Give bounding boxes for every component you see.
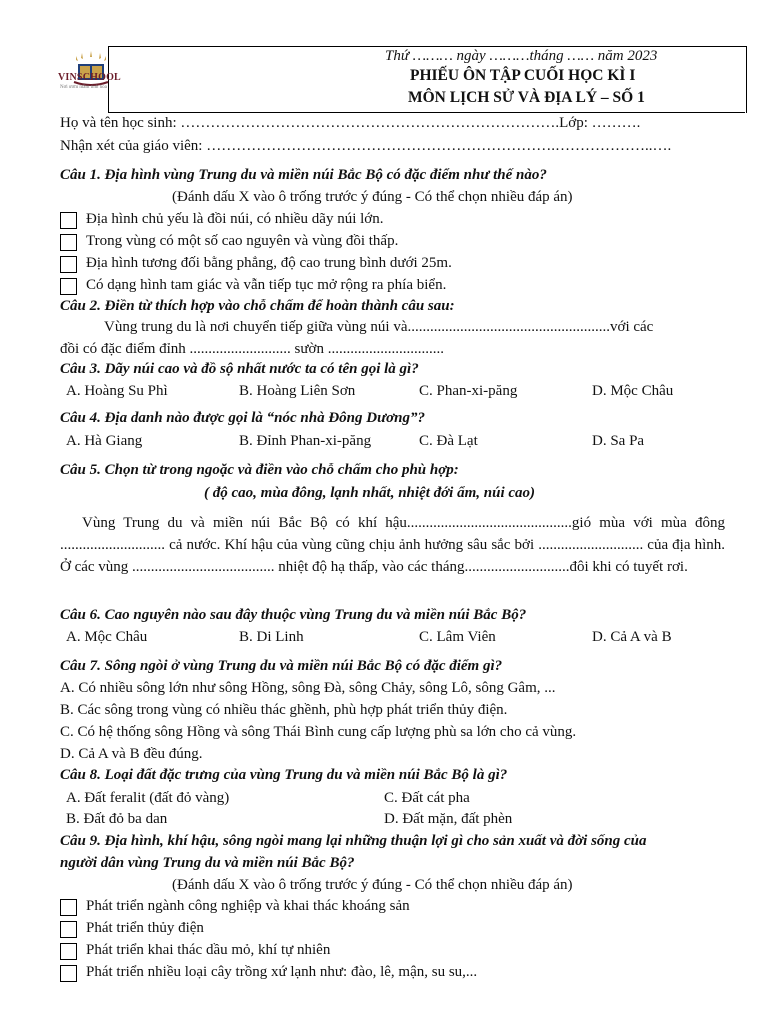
question-1: Câu 1. Địa hình vùng Trung du và miền núi Bắc Bộ có đặc điểm như thế nào? bbox=[60, 167, 547, 183]
q6-answer-c[interactable]: C. Lâm Viên bbox=[419, 629, 496, 645]
q1-checkbox-2[interactable] bbox=[60, 234, 77, 251]
question-6: Câu 6. Cao nguyên nào sau đây thuộc vùng Trung du và miền núi Bắc Bộ? bbox=[60, 607, 527, 623]
q7-answer-c[interactable]: C. Có hệ thống sông Hồng và sông Thái Bình cung cấp lượng phù sa lớn cho cả vùng. bbox=[60, 724, 577, 740]
q9-option-4: Phát triển nhiều loại cây trồng xứ lạnh như: đào, lê, mận, su su,... bbox=[86, 964, 478, 980]
school-logo-icon bbox=[58, 38, 124, 102]
q6-answer-a[interactable]: A. Mộc Châu bbox=[66, 629, 148, 645]
q4-answer-c[interactable]: C. Đà Lạt bbox=[419, 433, 478, 449]
question-9-continued: người dân vùng Trung du và miền núi Bắc Bộ? bbox=[60, 855, 355, 871]
worksheet-title: PHIẾU ÔN TẬP CUỐI HỌC KÌ I bbox=[410, 67, 636, 84]
q4-answer-a[interactable]: A. Hà Giang bbox=[66, 433, 143, 449]
q3-answer-b[interactable]: B. Hoàng Liên Sơn bbox=[239, 383, 356, 399]
q3-answer-d[interactable]: D. Mộc Châu bbox=[592, 383, 674, 399]
q2-fill-line-1[interactable]: Vùng trung du là nơi chuyển tiếp giữa vùng núi và......................................................với các bbox=[104, 319, 654, 335]
question-4: Câu 4. Địa danh nào được gọi là “nóc nhà Đông Dương”? bbox=[60, 410, 425, 426]
q1-option-3: Địa hình tương đối bằng phẳng, độ cao trung bình dưới 25m. bbox=[86, 255, 452, 271]
school-tagline: Nơi ươm mầm tinh hoa bbox=[60, 85, 107, 90]
q9-option-3: Phát triển khai thác dầu mỏ, khí tự nhiên bbox=[86, 942, 331, 958]
q4-answer-d[interactable]: D. Sa Pa bbox=[592, 433, 645, 449]
q1-checkbox-3[interactable] bbox=[60, 256, 77, 273]
q1-option-1: Địa hình chủ yếu là đồi núi, có nhiều dãy núi lớn. bbox=[86, 211, 384, 227]
date-line: Thứ ……… ngày ………tháng …… năm 2023 bbox=[385, 48, 658, 64]
question-5: Câu 5. Chọn từ trong ngoặc và điền vào chỗ chấm cho phù hợp: bbox=[60, 462, 459, 478]
question-2: Câu 2. Điền từ thích hợp vào chỗ chấm để hoàn thành câu sau: bbox=[60, 298, 455, 314]
q1-checkbox-4[interactable] bbox=[60, 278, 77, 295]
q6-answer-b[interactable]: B. Di Linh bbox=[239, 629, 304, 645]
q9-checkbox-4[interactable] bbox=[60, 965, 77, 982]
q9-checkbox-3[interactable] bbox=[60, 943, 77, 960]
question-1-instruction: (Đánh dấu X vào ô trống trước ý đúng - Có thể chọn nhiều đáp án) bbox=[172, 189, 573, 205]
header-divider bbox=[108, 112, 745, 113]
q9-option-1: Phát triển ngành công nghiệp và khai thác khoáng sản bbox=[86, 898, 410, 914]
q2-fill-line-2[interactable]: đồi có đặc điểm đỉnh ........................... sườn ............................... bbox=[60, 341, 444, 357]
q1-option-2: Trong vùng có một số cao nguyên và vùng đồi thấp. bbox=[86, 233, 399, 249]
q8-answer-c[interactable]: C. Đất cát pha bbox=[384, 790, 470, 806]
q9-checkbox-1[interactable] bbox=[60, 899, 77, 916]
question-9-instruction: (Đánh dấu X vào ô trống trước ý đúng - Có thể chọn nhiều đáp án) bbox=[172, 877, 573, 893]
q1-option-4: Có dạng hình tam giác và vẫn tiếp tục mở rộng ra phía biển. bbox=[86, 277, 447, 293]
question-8: Câu 8. Loại đất đặc trưng của vùng Trung du và miền núi Bắc Bộ là gì? bbox=[60, 767, 508, 783]
q9-option-2: Phát triển thủy điện bbox=[86, 920, 204, 936]
q5-fill-paragraph[interactable]: Vùng Trung du và miền núi Bắc Bộ có khí hậu............................................gió mùa với mùa đông ............................ cả nước. Khí hậu của vùng cũng chịu ảnh hưởng sâu sắc bởi ............................ của địa hình. Ở các vùng ...................................... nhiệt độ hạ thấp, vào các tháng............................đôi khi có tuyết rơi. bbox=[60, 515, 725, 575]
question-9: Câu 9. Địa hình, khí hậu, sông ngòi mang lại những thuận lợi gì cho sản xuất và đời sống của bbox=[60, 833, 647, 849]
q9-checkbox-2[interactable] bbox=[60, 921, 77, 938]
question-7: Câu 7. Sông ngòi ở vùng Trung du và miền núi Bắc Bộ có đặc điểm gì? bbox=[60, 658, 503, 674]
q7-answer-d[interactable]: D. Cả A và B đều đúng. bbox=[60, 746, 203, 762]
q7-answer-b[interactable]: B. Các sông trong vùng có nhiều thác ghềnh, phù hợp phát triển thủy điện. bbox=[60, 702, 508, 718]
q4-answer-b[interactable]: B. Đỉnh Phan-xi-păng bbox=[239, 433, 372, 449]
q3-answer-c[interactable]: C. Phan-xi-păng bbox=[419, 383, 518, 399]
q3-answer-a[interactable]: A. Hoàng Su Phì bbox=[66, 383, 168, 399]
school-logo-text: VINSCHOOL bbox=[58, 72, 121, 83]
student-name-line: Họ và tên học sinh: ………………………………………………………………….Lớp: ………. bbox=[60, 115, 641, 131]
question-3: Câu 3. Dãy núi cao và đồ sộ nhất nước ta có tên gọi là gì? bbox=[60, 361, 419, 377]
q8-answer-a[interactable]: A. Đất feralit (đất đỏ vàng) bbox=[66, 790, 230, 806]
q6-answer-d[interactable]: D. Cả A và B bbox=[592, 629, 672, 645]
q7-answer-a[interactable]: A. Có nhiều sông lớn như sông Hồng, sông Đà, sông Chảy, sông Lô, sông Gâm, ... bbox=[60, 680, 556, 696]
teacher-comment-line: Nhận xét của giáo viên: …………………………………………………………….………………..…. bbox=[60, 138, 672, 154]
q8-answer-b[interactable]: B. Đất đỏ ba dan bbox=[66, 811, 168, 827]
subject-title: MÔN LỊCH SỬ VÀ ĐỊA LÝ – SỐ 1 bbox=[408, 89, 645, 106]
q1-checkbox-1[interactable] bbox=[60, 212, 77, 229]
q8-answer-d[interactable]: D. Đất mặn, đất phèn bbox=[384, 811, 513, 827]
q5-word-bank: ( độ cao, mùa đông, lạnh nhất, nhiệt đới ẩm, núi cao) bbox=[204, 485, 536, 501]
